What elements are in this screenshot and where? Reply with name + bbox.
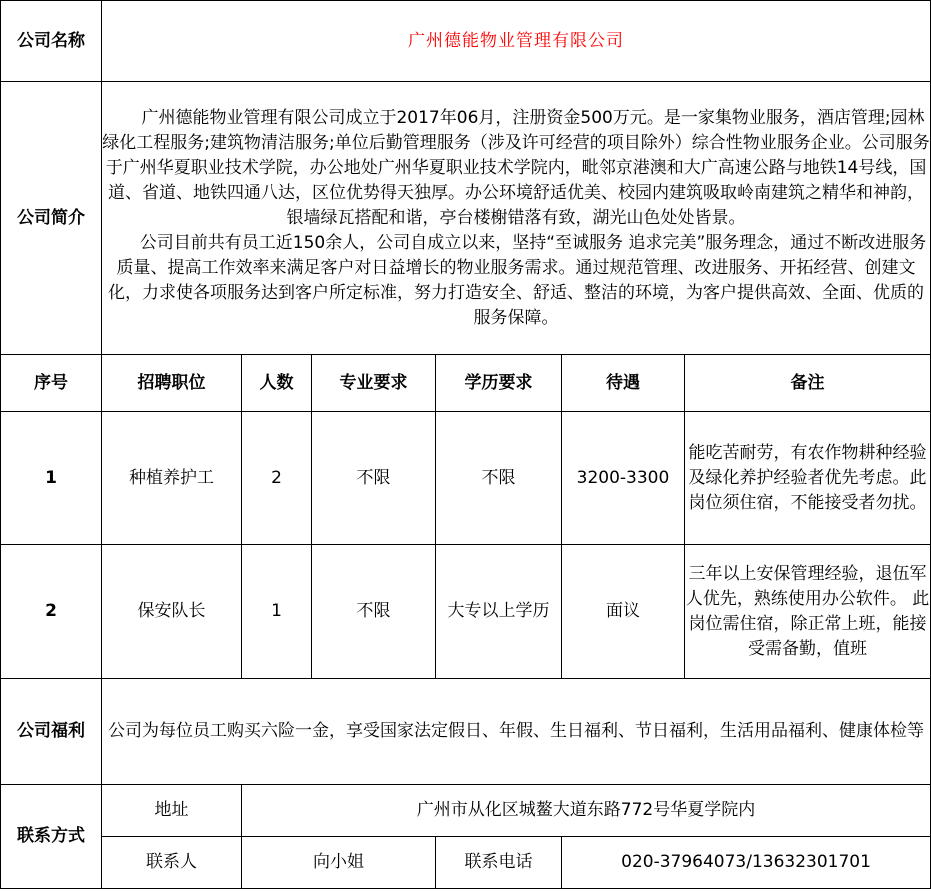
welfare-text: 公司为每位员工购买六险一金，享受国家法定假日、年假、生日福利、节日福利，生活用品福利、健康体检等 — [102, 679, 931, 785]
welfare-label: 公司福利 — [1, 679, 102, 785]
intro-paragraph: 公司目前共有员工近150余人，公司自成立以来，坚持“至诚服务 追求完美”服务理念，通过不断改进服务质量、提高工作效率来满足客户对日益增长的物业服务需求。通过规范管理、改进服务、开拓经营、创建文化，力求使各项服务达到客户所定标准，努力打造安全、舒适、整洁的环境，为客户提供高效、全面、优质的服务保障。 — [108, 232, 927, 328]
job-salary: 面议 — [562, 545, 685, 679]
contact-label: 联系方式 — [1, 785, 102, 889]
table-row — [1, 545, 931, 679]
company-intro — [102, 82, 931, 355]
company-name-label: 公司名称 — [1, 1, 102, 82]
job-note: 能吃苦耐劳，有农作物耕种经验及绿化养护经验者优先考虑。此岗位须住宿，不能接受者勿扰。 — [685, 412, 931, 545]
intro-paragraph: 广州德能物业管理有限公司成立于2017年06月，注册资金500万元。是一家集物业服务，酒店管理;园林绿化工程服务;建筑物清洁服务;单位后勤管理服务（涉及许可经营的项目除外）综合性物业服务企业。公司服务于广州华夏职业技术学院，办公地处广州华夏职业技术学院内，毗邻京港澳和大广高速公路与地铁14号线，国道、省道、地铁四通八达，区位优势得天独厚。办公环境舒适优美、校园内建筑吸取岭南建筑之精华和神韵，银墙绿瓦搭配和谐，亭台楼榭错落有致，湖光山色处处皆景。 — [102, 107, 930, 228]
company-intro-label: 公司简介 — [1, 82, 102, 355]
contact-phone-value: 020-37964073/13632301701 — [562, 837, 931, 889]
company-name: 广州德能物业管理有限公司 — [102, 1, 931, 82]
job-major: 不限 — [312, 412, 436, 545]
job-major: 不限 — [312, 545, 436, 679]
company-name-row — [1, 1, 931, 82]
header-count: 人数 — [242, 355, 312, 412]
header-salary: 待遇 — [562, 355, 685, 412]
job-salary: 3200-3300 — [562, 412, 685, 545]
address-label: 地址 — [102, 785, 242, 837]
job-position: 保安队长 — [102, 545, 242, 679]
contact-address-row — [1, 785, 931, 837]
job-count: 1 — [242, 545, 312, 679]
header-no: 序号 — [1, 355, 102, 412]
job-no: 2 — [1, 545, 102, 679]
contact-person-value: 向小姐 — [242, 837, 436, 889]
header-major: 专业要求 — [312, 355, 436, 412]
address-value: 广州市从化区城鳌大道东路772号华夏学院内 — [242, 785, 931, 837]
table-header-row — [1, 355, 931, 412]
job-note: 三年以上安保管理经验，退伍军人优先，熟练使用办公软件。 此岗位需住宿，除正常上班，能接受需备勤，值班 — [685, 545, 931, 679]
job-no: 1 — [1, 412, 102, 545]
header-education: 学历要求 — [436, 355, 562, 412]
job-position: 种植养护工 — [102, 412, 242, 545]
contact-person-label: 联系人 — [102, 837, 242, 889]
company-intro-row — [1, 82, 931, 355]
contact-phone-label: 联系电话 — [436, 837, 562, 889]
welfare-row — [1, 679, 931, 785]
job-education: 不限 — [436, 412, 562, 545]
job-education: 大专以上学历 — [436, 545, 562, 679]
contact-person-row — [1, 837, 931, 889]
job-count: 2 — [242, 412, 312, 545]
table-row — [1, 412, 931, 545]
header-position: 招聘职位 — [102, 355, 242, 412]
header-note: 备注 — [685, 355, 931, 412]
